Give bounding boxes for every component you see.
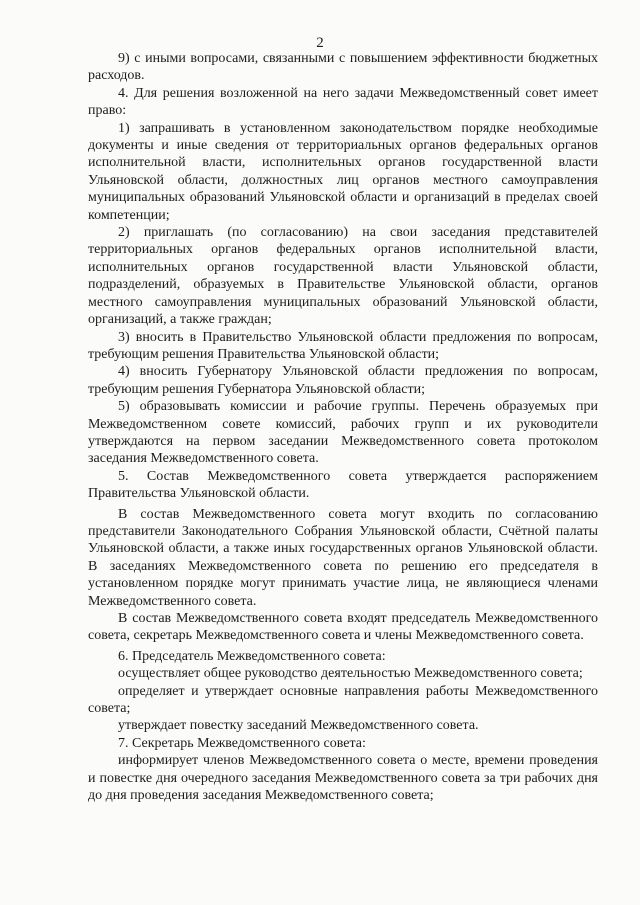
paragraph: 6. Председатель Межведомственного совета: <box>118 648 386 664</box>
paragraph: определяет и утверждает основные направления работы Межведомственного совета; <box>88 683 598 717</box>
paragraph: 5. Состав Межведомственного совета утверждается распоряжением Правительства Ульяновской области. <box>88 468 598 502</box>
paragraph: 7. Секретарь Межведомственного совета: <box>118 735 366 751</box>
paragraph: утверждает повестку заседаний Межведомственного совета. <box>118 718 479 734</box>
paragraph: В состав Межведомственного совета входят председатель Межведомственного совета, секретарь Межведомственного совета и члены Межведомственного совета. <box>88 611 598 644</box>
paragraph: В состав Межведомственного совета могут входить по согласованию представители Законодательного Собрания Ульяновской области, Счётной палаты Ульяновской области, а также иных государственных органов Ульяновской области. В заседаниях Межведомственного совета по решению его председателя в установленном порядке могут принимать участие лица, не являющиеся членами Межведомственного совета. <box>88 506 598 609</box>
paragraph: осуществляет общее руководство деятельностью Межведомственного совета; <box>118 666 583 682</box>
paragraph: 1) запрашивать в установленном законодательством порядке необходимые документы и иные сведения от территориальных органов федеральных органов исполнительной власти, исполнительных органов государственной власти Ульяновской области, должностных лиц органов местного самоуправления муниципальных образований Ульяновской области и организаций в пределах своей компетенции; <box>88 120 598 223</box>
paragraph: информирует членов Межведомственного совета о месте, времени проведения и повестке дня очередного заседания Межведомственного совета за три рабочих дня до дня проведения заседания Межведомственного совета; <box>88 753 598 804</box>
page-number: 2 <box>316 35 324 51</box>
paragraph: 2) приглашать (по согласованию) на свои заседания представителей территориальных органов федеральных органов исполнительной власти, исполнительных органов государственной власти Ульяновской области, подразделений, образуемых в Правительстве Ульяновской области, органов местного самоуправления муниципальных образований Ульяновской области, организаций, а также граждан; <box>88 225 598 328</box>
paragraph: 3) вносить в Правительство Ульяновской области предложения по вопросам, требующим решения Правительства Ульяновской области; <box>88 329 598 362</box>
paragraph: 9) с иными вопросами, связанными с повышением эффективности бюджетных расходов. <box>88 51 598 84</box>
paragraph: 4. Для решения возложенной на него задачи Межведомственный совет имеет право: <box>88 85 598 119</box>
document-body <box>88 50 598 804</box>
paragraph: 5) образовывать комиссии и рабочие группы. Перечень образуемых при Межведомственном совете комиссий, рабочих групп и их руководители утверждаются на первом заседании Межведомственного совета протоколом заседания Межведомственного совета. <box>88 399 598 467</box>
paragraph: 4) вносить Губернатору Ульяновской области предложения по вопросам, требующим решения Губернатора Ульяновской области; <box>88 364 598 397</box>
